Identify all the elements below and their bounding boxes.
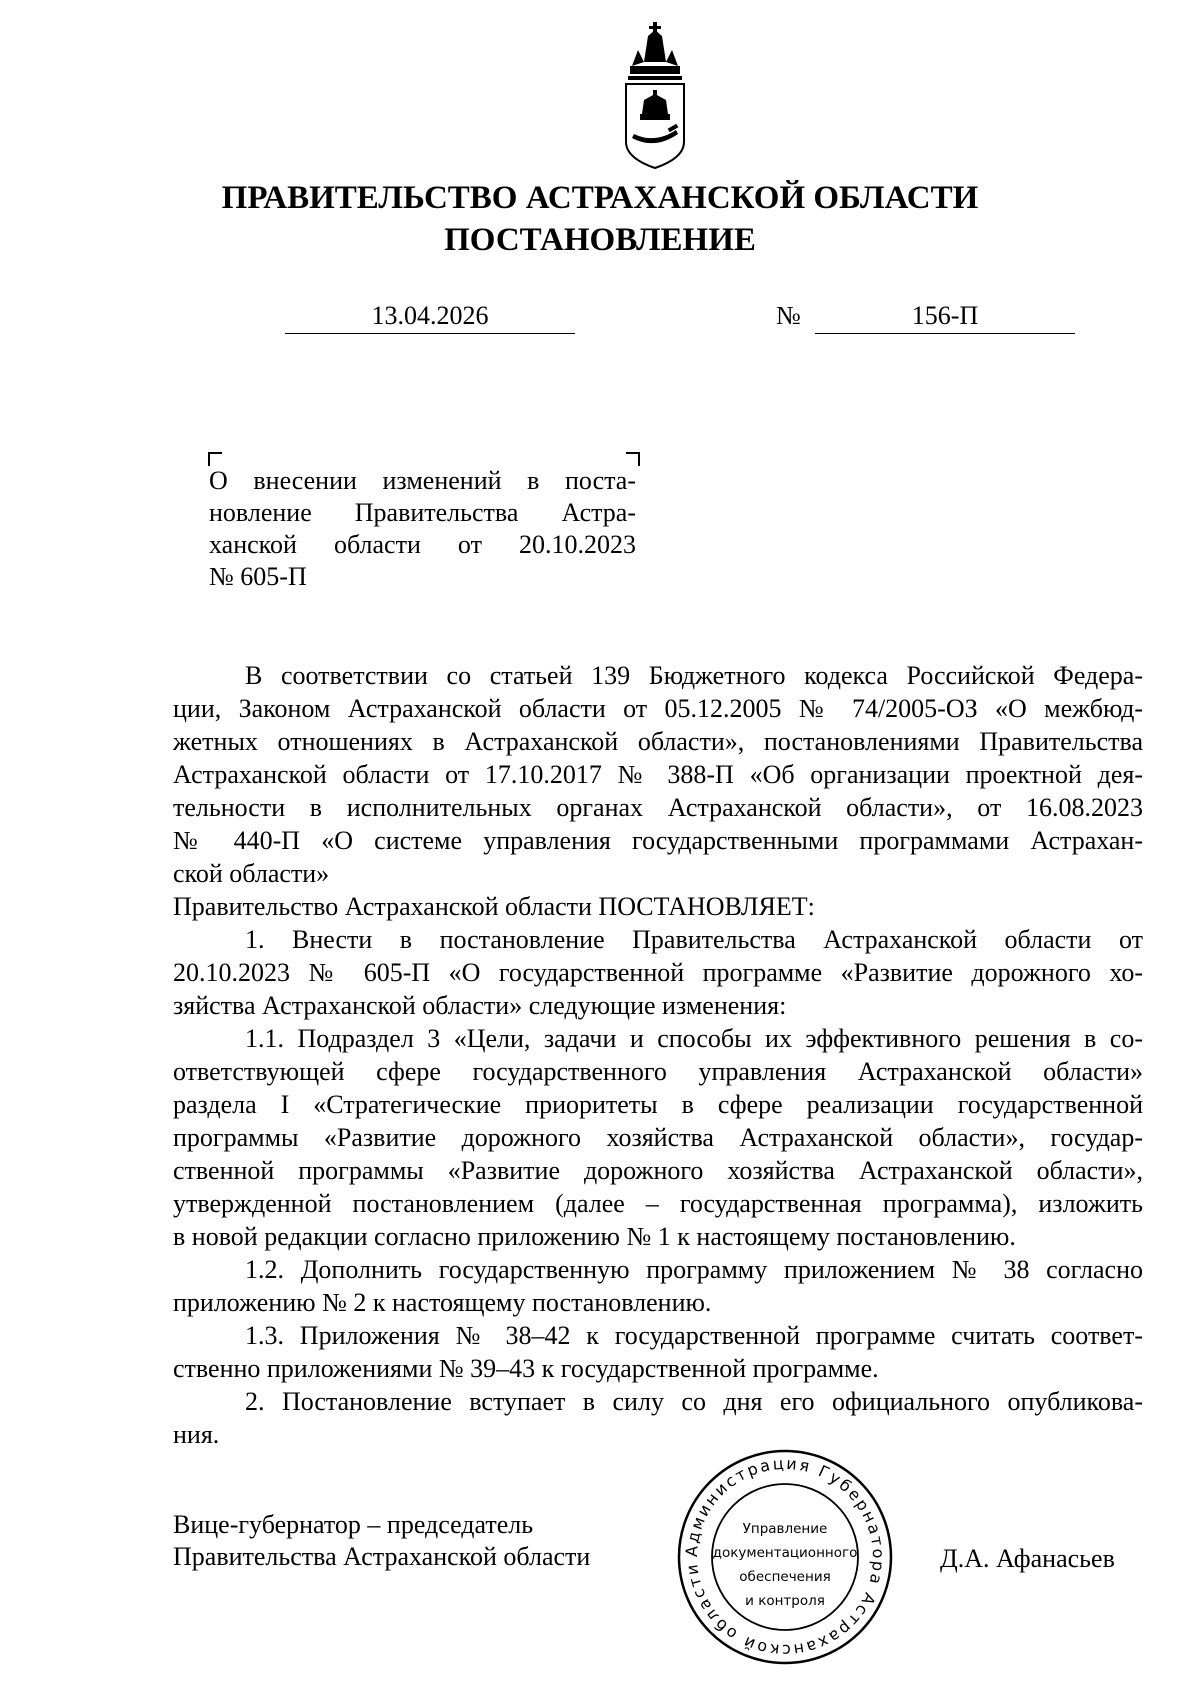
body-line: ственно приложениями № 39–43 к государственной программе. bbox=[173, 1354, 879, 1383]
stamp-center-line: документационного bbox=[712, 1545, 858, 1561]
body-line: зяйства Астраханской области» следующие изменения: bbox=[173, 991, 787, 1020]
body-line: 2. Постановление вступает в силу со дня его официального опубликова- bbox=[245, 1387, 1143, 1416]
body-line: 1.2. Дополнить государственную программу приложением № 38 согласно bbox=[245, 1255, 1143, 1284]
signatory-name: Д.А. Афанасьев bbox=[940, 1544, 1115, 1573]
subject-corner-left bbox=[208, 452, 222, 466]
signatory-title-line: Вице-губернатор – председатель bbox=[173, 1510, 534, 1539]
body-line: 1.3. Приложения № 38–42 к государственной программе считать соответ- bbox=[245, 1321, 1143, 1350]
body-line: В соответствии со статьей 139 Бюджетного кодекса Российской Федера- bbox=[245, 661, 1143, 690]
body-line: жетных отношениях в Астраханской области», постановлениями Правительства bbox=[173, 727, 1143, 756]
body-line: 20.10.2023 № 605-П «О государственной программе «Развитие дорожного хо- bbox=[173, 958, 1143, 987]
number-underline bbox=[815, 333, 1075, 334]
signatory-title bbox=[173, 1509, 590, 1573]
body-line: ской области» bbox=[173, 859, 330, 888]
document-subject bbox=[209, 465, 636, 593]
stamp-center-line: и контроля bbox=[745, 1593, 825, 1609]
body-line: тельности в исполнительных органах Астраханской области», от 16.08.2023 bbox=[173, 793, 1143, 822]
date-underline bbox=[285, 333, 575, 334]
subject-line: ханской области от 20.10.2023 bbox=[209, 530, 636, 559]
body-line: в новой редакции согласно приложению № 1 к настоящему постановлению. bbox=[173, 1222, 1016, 1251]
official-stamp bbox=[675, 1447, 895, 1667]
body-line: Астраханской области от 17.10.2017 № 388-П «Об организации проектной дея- bbox=[173, 760, 1143, 789]
document-number: 156-П bbox=[911, 301, 979, 330]
body-line: Правительство Астраханской области ПОСТАНОВЛЯЕТ: bbox=[173, 892, 815, 921]
body-line: приложению № 2 к настоящему постановлению. bbox=[173, 1288, 712, 1317]
document-body bbox=[173, 659, 1143, 1451]
body-line: ния. bbox=[173, 1420, 220, 1449]
subject-line: новление Правительства Астра- bbox=[209, 498, 636, 527]
subject-corner-right bbox=[626, 452, 640, 466]
document-date: 13.04.2026 bbox=[371, 301, 489, 330]
body-line: утвержденной постановлением (далее – государственная программа), изложить bbox=[173, 1189, 1143, 1218]
number-label: № bbox=[776, 301, 801, 330]
document-type-title: ПОСТАНОВЛЕНИЕ bbox=[444, 222, 756, 258]
body-line: ответствующей сфере государственного управления Астраханской области» bbox=[173, 1057, 1143, 1086]
stamp-ring-text: Администрация Губернатора Астраханской области bbox=[681, 1453, 889, 1661]
body-line: программы «Развитие дорожного хозяйства Астраханской области», государ- bbox=[173, 1123, 1143, 1152]
body-line: № 440-П «О системе управления государственными программами Астрахан- bbox=[173, 826, 1143, 855]
subject-line: № 605-П bbox=[209, 562, 307, 591]
signatory-title-line: Правительства Астраханской области bbox=[173, 1542, 591, 1571]
body-line: 1.1. Подраздел 3 «Цели, задачи и способы их эффективного решения в со- bbox=[245, 1024, 1143, 1053]
subject-line: О внесении изменений в поста- bbox=[209, 466, 636, 495]
stamp-center-line: Управление bbox=[742, 1521, 828, 1537]
body-line: раздела I «Стратегические приоритеты в сфере реализации государственной bbox=[173, 1090, 1143, 1119]
body-line: 1. Внести в постановление Правительства Астраханской области от bbox=[245, 925, 1143, 954]
government-title: ПРАВИТЕЛЬСТВО АСТРАХАНСКОЙ ОБЛАСТИ bbox=[221, 180, 979, 216]
body-line: ственной программы «Развитие дорожного хозяйства Астраханской области», bbox=[173, 1156, 1143, 1185]
body-line: ции, Законом Астраханской области от 05.12.2005 № 74/2005-ОЗ «О межбюд- bbox=[173, 694, 1143, 723]
stamp-center-line: обеспечения bbox=[739, 1569, 831, 1585]
coat-of-arms-icon bbox=[618, 22, 692, 170]
